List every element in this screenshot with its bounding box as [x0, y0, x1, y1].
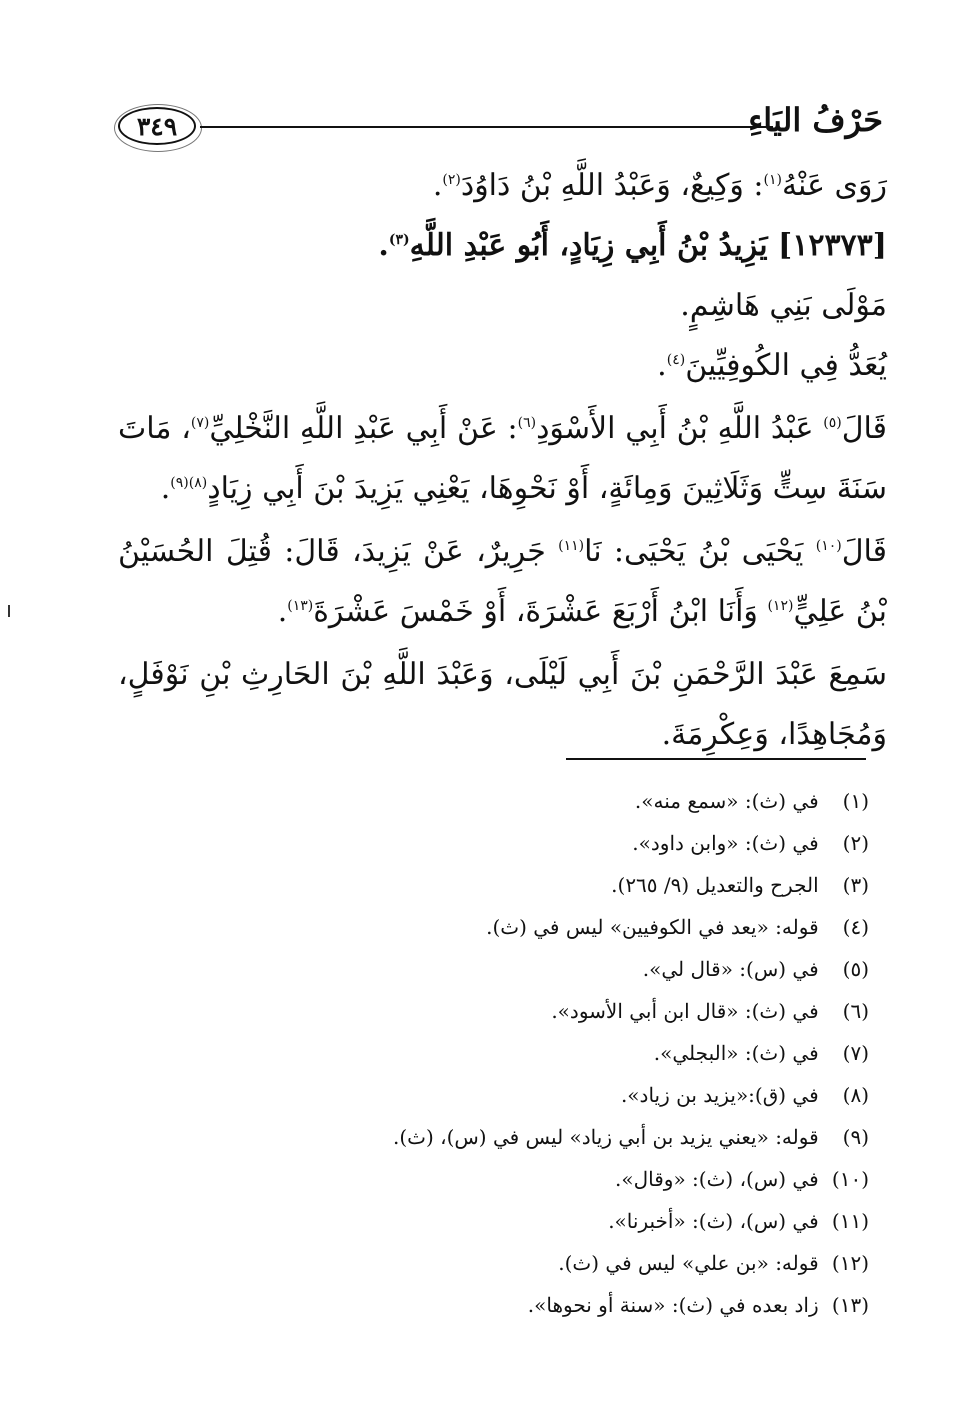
paragraph-mawla: مَوْلَى بَنِي هَاشِمٍ. [680, 288, 887, 323]
paragraph-narrators: رَوَى عَنْهُ$^{(١)}$: وَكِيعٌ، وَعَبْدُ اللَّهِ بْنُ دَاوُدَ$^{(٢)}$. [432, 168, 887, 203]
footnote-ref: (١١) [558, 538, 585, 554]
page-header [0, 0, 975, 150]
footnote: (١٢) قوله: «بن علي» ليس في (ث). [558, 1251, 869, 1275]
footnote: (١١) في (س)، (ث): «أخبرنا». [608, 1209, 869, 1233]
footnote: (٨) في (ق):«يزيد بن زياد». [620, 1083, 869, 1107]
footnote: (٤) قوله: «يعد في الكوفيين» ليس في (ث). [486, 915, 869, 939]
margin-mark [8, 605, 10, 617]
footnote: (١٠) في (س)، (ث): «وقال». [615, 1167, 869, 1191]
footnote-ref: (٦) [517, 415, 537, 431]
footnote: (٩) قوله: «يعني يزيد بن أبي زياد» ليس في (س)، (ث). [392, 1125, 869, 1149]
footnote-ref: (٥) [823, 415, 842, 431]
footnote-rule [566, 758, 866, 760]
paragraph-husayn: قَالَ$^{(١٠)}$ يَحْيَى بْنُ يَحْيَى: نَا$^{(١١)}$ جَرِيرٌ، عَنْ يَزِيدَ، قَالَ: قُتِلَ الحُسَيْنُ بْنُ عَلِيٍّ$^{(١٢)}$ وَأَنَا ابْنُ أَرْبَعَ عَشْرَةَ، أَوْ خَمْسَ عَشْرَةَ$^{(١٣)}$. [118, 534, 887, 629]
header-rule [200, 126, 773, 128]
footnote-ref: (١٢) [767, 598, 794, 614]
footnote: (١٣) زاد بعده في (ث): «سنة أو نحوها». [527, 1293, 869, 1317]
footnote-ref: (١٠) [815, 538, 842, 554]
entry-title: [١٢٣٧٣] يَزِيدُ بْنُ أَبِي زِيَادٍ، أَبُو عَبْدِ اللَّهِ$^{(٣)}$. [378, 228, 887, 263]
footnote-ref: (٣) [388, 232, 410, 248]
footnote-ref: (٨)(٩) [170, 475, 208, 491]
paragraph-kufiyyin: يُعَدُّ فِي الكُوفِيِّينَ$^{(٤)}$. [657, 348, 887, 383]
footnote-ref: (١) [763, 172, 782, 188]
page-number: ٣٤٩ [118, 107, 196, 145]
footnote: (٣) الجرح والتعديل (٩/ ٢٦٥). [611, 873, 869, 897]
footnote: (١) في (ث): «سمع منه». [634, 789, 869, 813]
footnote: (٢) في (ث): «وابن داود». [632, 831, 869, 855]
footnote: (٥) في (س): «قال لي». [642, 957, 869, 981]
footnote-ref: (٧) [190, 415, 210, 431]
footnote: (٧) في (ث): «البجلي». [653, 1041, 869, 1065]
chapter-title: حَرْفُ اليَاءِ [748, 101, 883, 139]
footnote-ref: (٤) [666, 352, 686, 368]
paragraph-death: قَالَ$^{(٥)}$ عَبْدُ اللَّهِ بْنُ أَبِي الأَسْوَدِ$^{(٦)}$: عَنْ أَبِي عَبْدِ اللَّهِ النَّخْلِيِّ$^{(٧)}$، مَاتَ سَنَةَ سِتٍّ وَثَلَاثِينَ وَمِائَةٍ، أَوْ نَحْوِهَا، يَعْنِي يَزِيدَ بْنَ أَبِي زِيَادٍ$^{(٨)(٩)}$. [118, 411, 888, 506]
footnotes [149, 780, 869, 1326]
footnote-ref: (١٣) [287, 598, 314, 614]
main-text [118, 156, 887, 765]
paragraph-teachers: سَمِعَ عَبْدَ الرَّحْمَنِ بْنَ أَبِي لَيْلَى، وَعَبْدَ اللَّهِ بْنَ الحَارِثِ بْنِ نَوْفَلٍ، وَمُجَاهِدًا، وَعِكْرِمَةَ. [118, 657, 887, 752]
footnote-ref: (٢) [442, 172, 461, 188]
footnote: (٦) في (ث): «قال ابن أبي الأسود». [551, 999, 869, 1023]
